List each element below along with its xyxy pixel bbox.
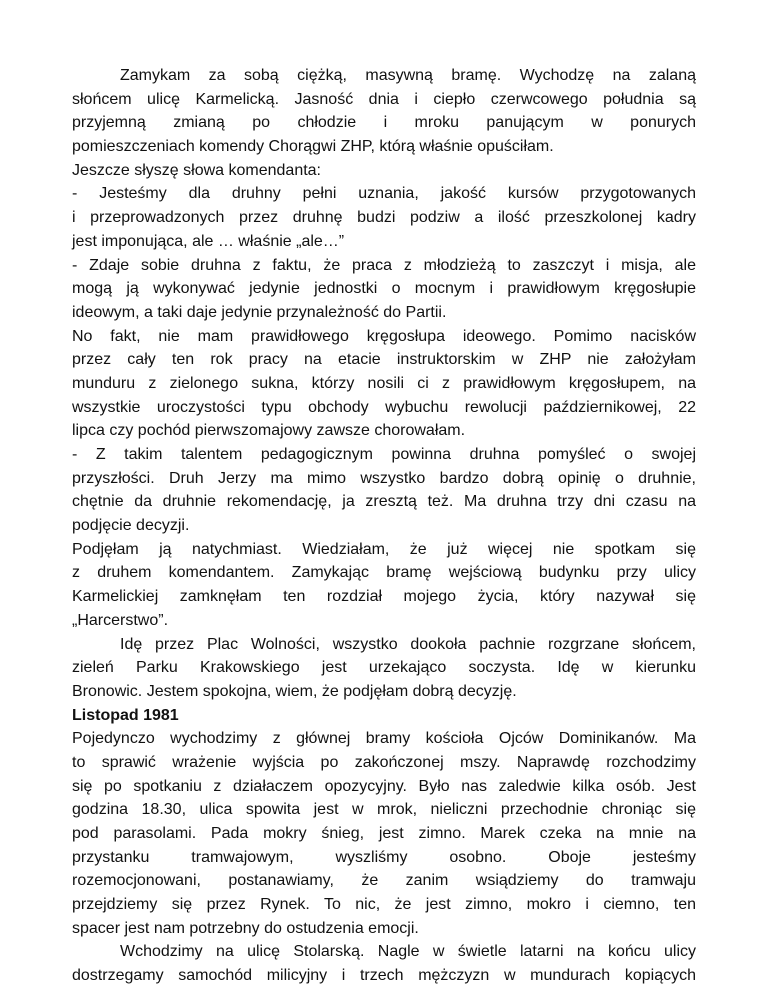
text-line: mogą ją wykonywać jedynie jednostki o mocnym i prawidłowym kręgosłupie: [72, 280, 696, 298]
text-line: przyszłości. Druh Jerzy ma mimo wszystko bardzo dobrą opinię o druhnie,: [72, 469, 696, 487]
text-line: „Harcerstwo”.: [72, 611, 169, 629]
text-line: jest imponująca, ale … właśnie „ale…”: [72, 232, 345, 250]
text-line: się po spotkaniu z działaczem opozycyjny. Było nas zaledwie kilka osób. Jest: [72, 777, 696, 795]
text-line: i przeprowadzonych przez druhnę budzi podziw a ilość przeszkolonej kadry: [72, 209, 696, 227]
text-line: pod parasolami. Pada mokry śnieg, jest zimno. Marek czeka na mnie na: [72, 825, 696, 842]
text-line: munduru z zielonego sukna, którzy nosili ci z prawidłowym kręgosłupem, na: [72, 374, 696, 392]
document-page: [72, 64, 696, 988]
text-line: ideowym, a taki daje jedynie przynależność do Partii.: [72, 303, 447, 321]
text-line: słońcem ulicę Karmelicką. Jasność dnia i ciepło czerwcowego południa są: [72, 90, 696, 108]
text-line: Bronowic. Jestem spokojna, wiem, że podjęłam dobrą decyzję.: [72, 682, 517, 700]
text-line: rozemocjonowani, postanawiamy, że zanim wsiądziemy do tramwaju: [72, 872, 696, 890]
text-line: Idę przez Plac Wolności, wszystko dookoła pachnie rozgrzane słońcem,: [120, 635, 696, 653]
text-line: Karmelickiej zamknęłam ten rozdział mojego życia, który nazywał się: [72, 588, 696, 606]
text-line: lipca czy pochód pierwszomajowy zawsze chorowałam.: [72, 422, 466, 440]
text-line: przyjemną zmianą po chłodzie i mroku panującym w ponurych: [72, 114, 696, 132]
text-line: - Z takim talentem pedagogicznym powinna druhna pomyśleć o swojej: [72, 446, 696, 463]
text-line: Zamykam za sobą ciężką, masywną bramę. Wychodzę na zalaną: [120, 67, 696, 84]
text-line: spacer jest nam potrzebny do ostudzenia emocji.: [72, 919, 419, 937]
text-line: Jeszcze słyszę słowa komendanta:: [72, 161, 321, 179]
text-line: godzina 18.30, ulica spowita jest w mrok, nieliczni przechodnie chroniąc się: [72, 801, 696, 819]
text-line: Podjęłam ją natychmiast. Wiedziałam, że już więcej nie spotkam się: [72, 540, 696, 558]
text-line: - Zdaje sobie druhna z faktu, że praca z młodzieżą to zaszczyt i misja, ale: [72, 256, 696, 274]
text-line: podjęcie decyzji.: [72, 517, 190, 535]
text-line: przystanku tramwajowym, wyszliśmy osobno. Oboje jesteśmy: [72, 848, 696, 866]
text-line: z druhem komendantem. Zamykając bramę wejściową budynku przy ulicy: [72, 564, 696, 582]
text-line: dostrzegamy samochód milicyjny i trzech mężczyzn w mundurach kopiących: [72, 967, 696, 985]
text-line: zieleń Parku Krakowskiego jest urzekająco soczysta. Idę w kierunku: [72, 659, 696, 677]
text-line: chętnie da druhnie rekomendację, ja zresztą też. Ma druhna trzy dni czasu na: [72, 493, 696, 511]
text-line: Pojedynczo wychodzimy z głównej bramy kościoła Ojców Dominikanów. Ma: [72, 730, 696, 748]
text-line: przez cały ten rok pracy na etacie instruktorskim w ZHP nie założyłam: [72, 351, 696, 369]
text-line: pomieszczeniach komendy Chorągwi ZHP, którą właśnie opuściłam.: [72, 138, 554, 156]
text-line: przejdziemy się przez Rynek. To nic, że jest zimno, mokro i ciemno, ten: [72, 896, 696, 914]
text-line: No fakt, nie mam prawidłowego kręgosłupa ideowego. Pomimo nacisków: [72, 327, 696, 345]
text-line: Wchodzimy na ulicę Stolarską. Nagle w świetle latarni na końcu ulicy: [120, 943, 696, 961]
text-line: to sprawić wrażenie wyjścia po zakończonej mszy. Naprawdę rozchodzimy: [72, 753, 696, 771]
text-line: - Jesteśmy dla druhny pełni uznania, jakość kursów przygotowanych: [72, 185, 696, 203]
section-heading: Listopad 1981: [72, 706, 179, 724]
text-line: wszystkie uroczystości typu obchody wybuchu rewolucji październikowej, 22: [72, 398, 696, 416]
